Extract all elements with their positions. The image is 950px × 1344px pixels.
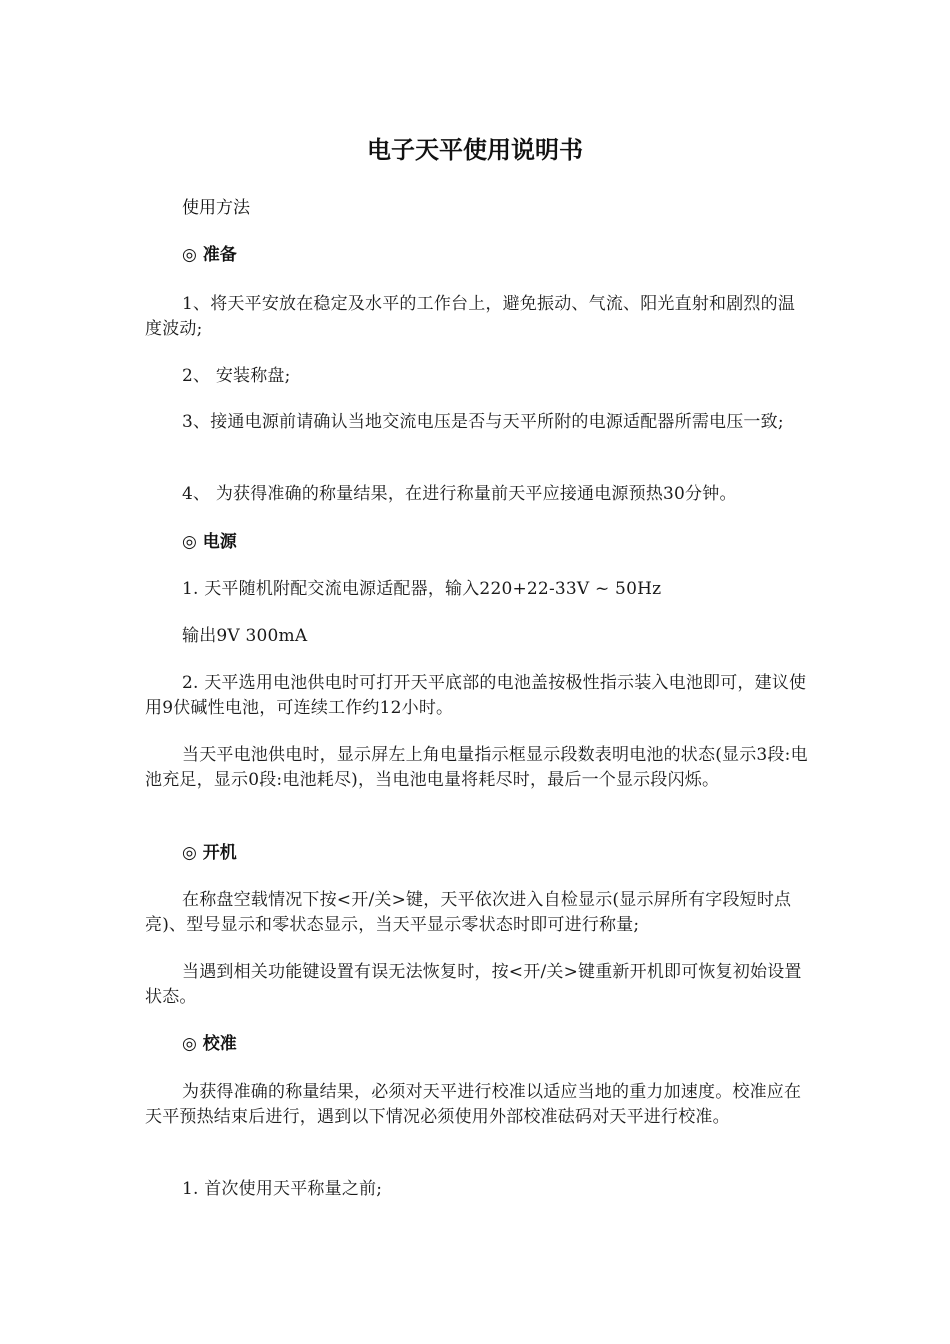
paragraph: 2、 安装称盘;: [182, 366, 291, 386]
paragraph: 4、 为获得准确的称量结果，在进行称量前天平应接通电源预热30分钟。: [182, 484, 737, 504]
paragraph: 1、将天平安放在稳定及水平的工作台上，避免振动、气流、阳光直射和剧烈的温度波动;: [145, 294, 796, 339]
section-heading-calibration: ◎ 校准: [182, 1034, 237, 1054]
paragraph: 1. 首次使用天平称量之前;: [182, 1179, 383, 1199]
paragraph: 当遇到相关功能键设置有误无法恢复时，按<开/关>键重新开机即可恢复初始设置状态。: [145, 962, 802, 1007]
paragraph: 当天平电池供电时，显示屏左上角电量指示框显示段数表明电池的状态(显示3段:电池充足，显示0段:电池耗尽)，当电池电量将耗尽时，最后一个显示段闪烁。: [145, 745, 808, 790]
section-heading-power: ◎ 电源: [182, 532, 237, 552]
paragraph: 为获得准确的称量结果，必须对天平进行校准以适应当地的重力加速度。校准应在天平预热结束后进行，遇到以下情况必须使用外部校准砝码对天平进行校准。: [145, 1082, 802, 1127]
paragraph: 在称盘空载情况下按<开/关>键，天平依次进入自检显示(显示屏所有字段短时点亮)、型号显示和零状态显示，当天平显示零状态时即可进行称量;: [145, 890, 792, 935]
paragraph: 1. 天平随机附配交流电源适配器，输入220+22-33V ~ 50Hz: [182, 579, 662, 599]
section-heading-prep: ◎ 准备: [182, 245, 237, 265]
section-heading-startup: ◎ 开机: [182, 843, 237, 863]
paragraph: 2. 天平选用电池供电时可打开天平底部的电池盖按极性指示装入电池即可，建议使用9伏碱性电池，可连续工作约12小时。: [145, 673, 807, 718]
paragraph: 3、接通电源前请确认当地交流电压是否与天平所附的电源适配器所需电压一致;: [182, 412, 784, 432]
intro-text: 使用方法: [182, 198, 250, 218]
document-title: 电子天平使用说明书: [367, 136, 583, 164]
paragraph: 输出9V 300mA: [182, 626, 308, 646]
